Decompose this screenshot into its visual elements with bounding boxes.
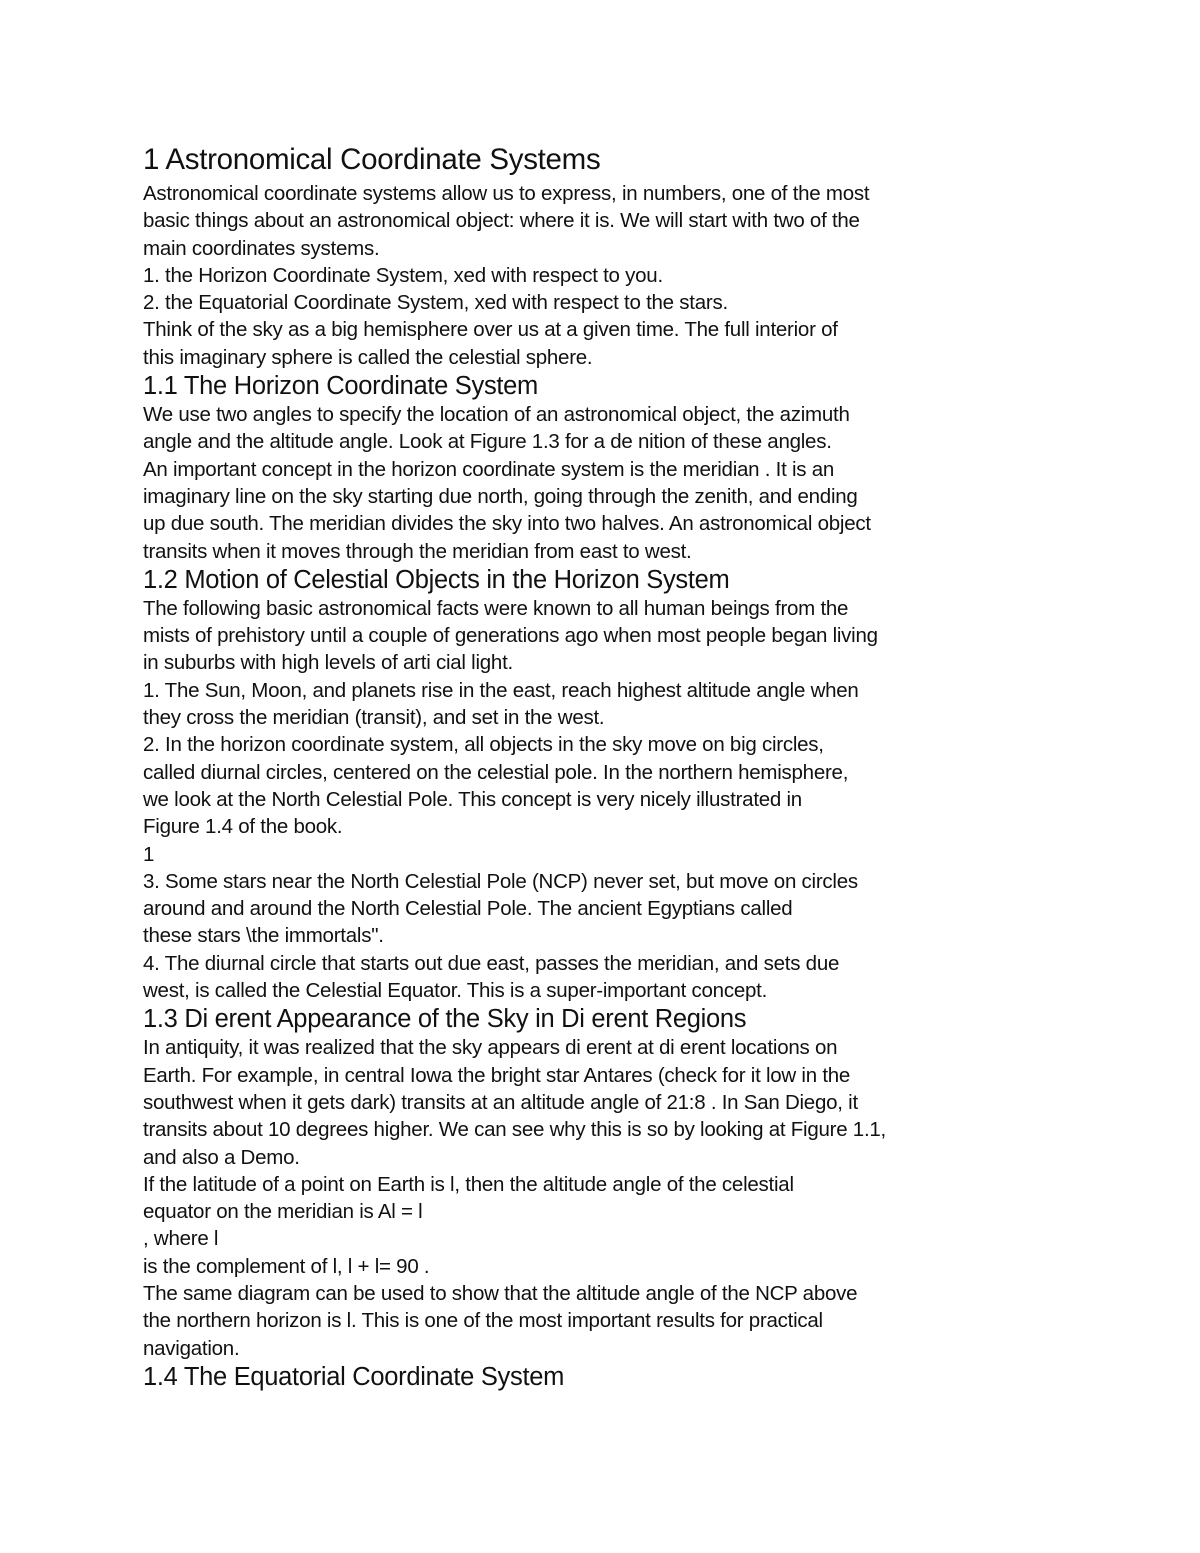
- text-line: An important concept in the horizon coordinate system is the meridian . It is an: [143, 457, 835, 481]
- document-page: [143, 140, 1043, 1392]
- text-line: mists of prehistory until a couple of generations ago when most people began living: [143, 624, 878, 648]
- text-line: transits about 10 degrees higher. We can see why this is so by looking at Figure 1.1,: [143, 1118, 886, 1142]
- text-line: and also a Demo.: [143, 1145, 300, 1169]
- text-line: we look at the North Celestial Pole. This concept is very nicely illustrated in: [143, 787, 802, 811]
- text-line: 3. Some stars near the North Celestial Pole (NCP) never set, but move on circles: [143, 869, 858, 893]
- text-line: We use two angles to specify the location of an astronomical object, the azimuth: [143, 403, 850, 427]
- text-line: If the latitude of a point on Earth is l, then the altitude angle of the celestial: [143, 1172, 794, 1196]
- text-line: transits when it moves through the meridian from east to west.: [143, 539, 692, 563]
- text-line: imaginary line on the sky starting due north, going through the zenith, and ending: [143, 484, 858, 508]
- text-line: basic things about an astronomical object: where it is. We will start with two of the: [143, 209, 860, 233]
- text-line: main coordinates systems.: [143, 236, 380, 260]
- intro-paragraph: [143, 180, 1043, 371]
- text-line: called diurnal circles, centered on the celestial pole. In the northern hemisphere,: [143, 760, 849, 784]
- section-heading-equatorial-system: 1.4 The Equatorial Coordinate System: [143, 1362, 565, 1391]
- section-body-horizon-system: [143, 401, 1043, 565]
- text-line: The following basic astronomical facts were known to all human beings from the: [143, 596, 849, 620]
- text-line: In antiquity, it was realized that the sky appears di erent at di erent locations on: [143, 1036, 838, 1060]
- text-line: is the complement of l, l + l= 90 .: [143, 1254, 430, 1278]
- text-line: 1. The Sun, Moon, and planets rise in the east, reach highest altitude angle when: [143, 678, 859, 702]
- text-line: angle and the altitude angle. Look at Figure 1.3 for a de nition of these angles.: [143, 430, 832, 454]
- text-line: 4. The diurnal circle that starts out due east, passes the meridian, and sets due: [143, 951, 840, 975]
- text-line: 1. the Horizon Coordinate System, xed with respect to you.: [143, 263, 663, 287]
- text-line: equator on the meridian is Al = l: [143, 1200, 423, 1224]
- text-line: these stars \the immortals".: [143, 924, 384, 948]
- text-line: 2. the Equatorial Coordinate System, xed with respect to the stars.: [143, 291, 728, 315]
- text-line: Think of the sky as a big hemisphere over us at a given time. The full interior of: [143, 318, 838, 342]
- page-number: 1: [143, 842, 155, 866]
- text-line: Figure 1.4 of the book.: [143, 815, 343, 839]
- text-line: this imaginary sphere is called the celestial sphere.: [143, 345, 593, 369]
- text-line: they cross the meridian (transit), and set in the west.: [143, 706, 605, 730]
- text-line: around and around the North Celestial Pole. The ancient Egyptians called: [143, 897, 793, 921]
- text-line: up due south. The meridian divides the sky into two halves. An astronomical object: [143, 512, 871, 536]
- section-heading-regions: 1.3 Di erent Appearance of the Sky in Di erent Regions: [143, 1005, 747, 1034]
- section-body-regions: [143, 1034, 1043, 1362]
- text-line: 2. In the horizon coordinate system, all objects in the sky move on big circles,: [143, 733, 824, 757]
- text-line: Astronomical coordinate systems allow us to express, in numbers, one of the most: [143, 182, 870, 205]
- document-title: 1 Astronomical Coordinate Systems: [143, 143, 601, 176]
- text-line: southwest when it gets dark) transits at an altitude angle of 21:8 . In San Diego, it: [143, 1090, 858, 1114]
- text-line: in suburbs with high levels of arti cial light.: [143, 651, 513, 675]
- text-line: west, is called the Celestial Equator. This is a super-important concept.: [143, 979, 768, 1003]
- section-heading-motion: 1.2 Motion of Celestial Objects in the Horizon System: [143, 565, 730, 594]
- text-line: The same diagram can be used to show that the altitude angle of the NCP above: [143, 1281, 858, 1305]
- text-line: , where l: [143, 1227, 219, 1251]
- text-line: Earth. For example, in central Iowa the bright star Antares (check for it low in the: [143, 1063, 851, 1087]
- text-line: navigation.: [143, 1336, 240, 1360]
- text-line: the northern horizon is l. This is one of the most important results for practical: [143, 1309, 823, 1333]
- section-body-motion: [143, 595, 1043, 1004]
- section-heading-horizon-system: 1.1 The Horizon Coordinate System: [143, 372, 539, 401]
